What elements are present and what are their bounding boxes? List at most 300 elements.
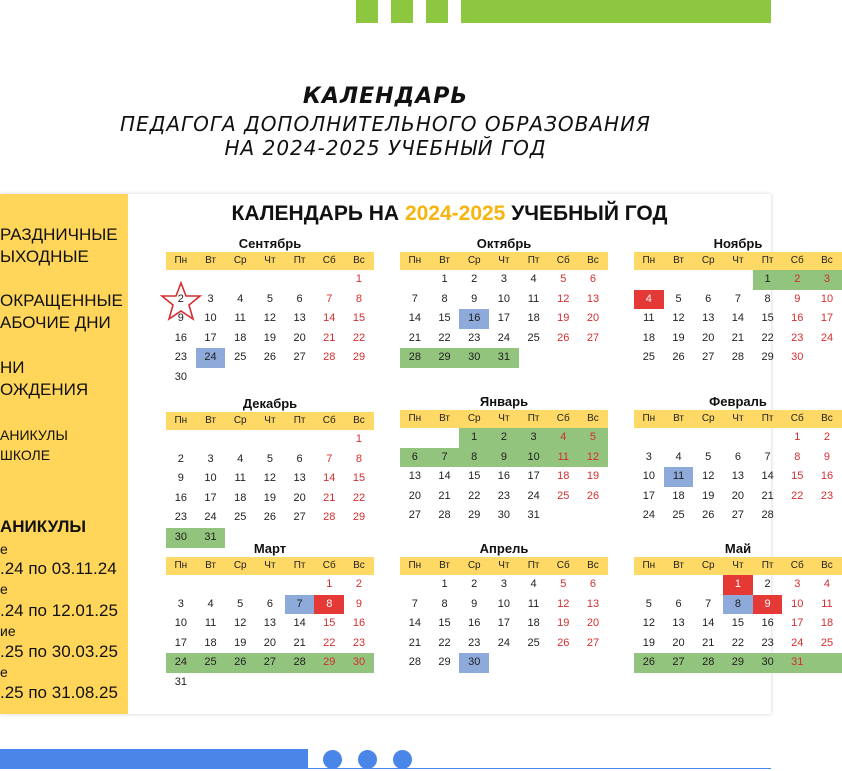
day-cell[interactable]: 20 (672, 636, 685, 649)
day-cell[interactable]: 31 (489, 348, 519, 368)
day-cell[interactable]: 6 (400, 448, 430, 468)
day-cell[interactable]: 26 (586, 489, 600, 502)
day-cell[interactable]: 15 (352, 312, 366, 325)
day-cell[interactable]: 14 (323, 312, 336, 325)
day-cell[interactable]: 3 (177, 597, 184, 610)
day-cell[interactable]: 22 (352, 331, 366, 344)
day-cell[interactable]: 6 (734, 450, 741, 463)
day-cell[interactable]: 11 (548, 448, 578, 468)
day-cell[interactable]: 8 (764, 292, 771, 305)
day-cell[interactable]: 19 (557, 617, 570, 630)
day-cell[interactable]: 6 (266, 597, 273, 610)
day-cell[interactable]: 2 (355, 578, 363, 590)
day-cell[interactable]: 23 (791, 331, 804, 344)
day-cell[interactable]: 14 (731, 312, 745, 325)
day-cell[interactable]: 9 (471, 597, 478, 610)
day-cell[interactable]: 25 (196, 653, 226, 673)
day-cell[interactable]: 30 (753, 653, 783, 673)
day-cell[interactable]: 17 (642, 489, 655, 502)
day-cell[interactable]: 26 (557, 636, 570, 649)
weekday-label: Вт (673, 413, 684, 424)
day-cell[interactable]: 24 (527, 489, 540, 502)
day-cell[interactable]: 7 (734, 292, 741, 305)
day-cell[interactable]: 17 (204, 331, 217, 344)
day-cell[interactable]: 10 (642, 470, 655, 483)
day-cell[interactable]: 12 (672, 312, 685, 325)
day-cell[interactable]: 7 (430, 448, 460, 468)
day-cell[interactable]: 17 (174, 636, 187, 649)
day-cell[interactable]: 1 (355, 273, 363, 285)
day-cell[interactable]: 5 (237, 597, 244, 610)
day-cell[interactable]: 10 (204, 312, 217, 325)
day-cell[interactable]: 17 (527, 470, 540, 483)
day-cell[interactable]: 5 (675, 292, 682, 305)
day-cell[interactable]: 5 (560, 273, 567, 285)
footer-decor-dot-1 (323, 750, 342, 769)
day-cell[interactable]: 13 (293, 312, 306, 325)
day-cell[interactable]: 2 (166, 290, 196, 310)
day-cell[interactable]: 15 (438, 312, 451, 325)
day-cell[interactable]: 7 (326, 452, 333, 465)
day-cell[interactable]: 27 (293, 511, 306, 524)
day-cell[interactable]: 2 (471, 578, 478, 590)
day-cell[interactable]: 15 (731, 617, 745, 630)
day-cell[interactable]: 19 (672, 331, 685, 344)
day-cell[interactable]: 11 (234, 312, 246, 325)
day-cell[interactable]: 18 (820, 617, 834, 630)
day-cell[interactable]: 30 (174, 370, 187, 383)
day-cell[interactable]: 13 (702, 312, 715, 325)
day-cell[interactable]: 21 (408, 331, 421, 344)
day-cell[interactable]: 4 (823, 578, 831, 590)
day-cell[interactable]: 4 (530, 578, 537, 590)
day-cell[interactable]: 30 (459, 348, 489, 368)
day-cell[interactable]: 24 (497, 636, 511, 649)
day-cell[interactable]: 28 (285, 653, 315, 673)
weekday-label: Сб (790, 255, 804, 266)
day-cell[interactable]: 23 (174, 351, 187, 364)
weekday-label: Вс (587, 560, 599, 571)
day-cell[interactable]: 18 (234, 331, 247, 344)
day-cell[interactable]: 1 (441, 273, 448, 285)
day-cell[interactable]: 3 (207, 292, 214, 305)
day-cell[interactable]: 23 (468, 636, 481, 649)
day-cell[interactable]: 4 (530, 273, 537, 285)
day-cell[interactable]: 16 (468, 617, 481, 630)
day-cell[interactable]: 5 (560, 578, 567, 590)
day-cell[interactable]: 1 (355, 433, 363, 445)
legend-text: РАЗДНИЧНЫЕ (0, 225, 118, 244)
day-cell[interactable]: 8 (441, 597, 448, 610)
day-cell[interactable]: 4 (634, 290, 664, 310)
day-cell[interactable]: 17 (497, 312, 511, 325)
day-cell[interactable]: 14 (408, 617, 421, 630)
day-cell[interactable]: 19 (234, 636, 247, 649)
day-cell[interactable]: 1 (459, 428, 489, 448)
day-cell[interactable]: 6 (675, 597, 682, 610)
day-cell[interactable]: 29 (352, 351, 366, 364)
day-cell[interactable]: 5 (645, 597, 652, 610)
day-cell[interactable]: 14 (323, 472, 336, 485)
day-cell[interactable]: 10 (519, 448, 549, 468)
day-cell[interactable]: 14 (293, 617, 306, 630)
day-cell[interactable]: 8 (441, 292, 448, 305)
week-row (634, 270, 842, 290)
day-cell[interactable]: 21 (438, 489, 451, 502)
day-cell[interactable]: 21 (408, 636, 421, 649)
day-cell[interactable]: 13 (586, 597, 600, 610)
day-cell[interactable]: 8 (314, 595, 344, 615)
day-cell[interactable]: 16 (352, 617, 366, 630)
day-cell[interactable]: 16 (820, 470, 834, 483)
day-cell[interactable]: 26 (263, 351, 277, 364)
week-row (166, 614, 374, 634)
day-cell[interactable]: 30 (459, 653, 489, 673)
day-cell[interactable]: 26 (634, 653, 664, 673)
day-cell[interactable]: 23 (497, 489, 511, 502)
day-cell[interactable]: 12 (702, 470, 715, 483)
header-decor-bar (461, 0, 771, 23)
day-cell[interactable]: 3 (645, 450, 652, 463)
day-cell[interactable]: 29 (723, 653, 753, 673)
legend-text: НИ (0, 358, 25, 377)
day-cell[interactable]: 26 (702, 509, 715, 522)
day-cell[interactable]: 31 (527, 509, 540, 522)
day-cell[interactable]: 28 (400, 348, 430, 368)
day-cell[interactable]: 14 (438, 470, 451, 483)
day-cell[interactable]: 1 (753, 270, 783, 290)
day-cell[interactable]: 29 (314, 653, 344, 673)
empty-cell (285, 270, 315, 290)
day-cell[interactable]: 27 (293, 351, 306, 364)
day-cell[interactable]: 24 (820, 331, 834, 344)
day-cell[interactable]: 6 (705, 292, 712, 305)
day-cell[interactable]: 13 (586, 292, 600, 305)
day-cell[interactable]: 8 (459, 448, 489, 468)
weekday-label: Вс (587, 413, 599, 424)
day-cell[interactable]: 14 (761, 470, 774, 483)
day-cell[interactable]: 23 (468, 331, 481, 344)
day-cell[interactable]: 15 (438, 617, 451, 630)
day-cell[interactable]: 17 (791, 617, 804, 630)
day-cell[interactable]: 3 (519, 428, 549, 448)
day-cell[interactable]: 30 (344, 653, 374, 673)
day-cell[interactable]: 15 (323, 617, 336, 630)
day-cell[interactable]: 6 (296, 452, 303, 465)
day-cell[interactable]: 25 (820, 636, 834, 649)
day-cell[interactable]: 18 (204, 636, 217, 649)
day-cell[interactable]: 9 (794, 292, 801, 305)
day-cell[interactable]: 6 (589, 273, 597, 285)
day-cell[interactable]: 4 (237, 292, 244, 305)
day-cell[interactable]: 1 (326, 578, 333, 590)
day-cell[interactable]: 5 (266, 452, 273, 465)
day-cell[interactable]: 28 (323, 511, 336, 524)
day-cell[interactable]: 27 (408, 509, 421, 522)
day-cell[interactable]: 15 (761, 312, 774, 325)
day-cell[interactable]: 5 (266, 292, 273, 305)
vacation-period-1-dates: .24 по 03.11.24 (0, 559, 117, 578)
day-cell[interactable]: 10 (820, 292, 834, 305)
day-cell[interactable]: 4 (207, 597, 214, 610)
week-row (166, 634, 374, 654)
day-cell[interactable]: 16 (761, 617, 774, 630)
day-cell[interactable]: 20 (702, 331, 715, 344)
day-cell[interactable]: 16 (459, 309, 489, 329)
day-cell[interactable]: 2 (782, 270, 812, 290)
day-cell[interactable]: 9 (753, 595, 783, 615)
day-cell[interactable]: 31 (782, 653, 812, 673)
day-cell[interactable]: 28 (323, 351, 336, 364)
day-cell[interactable]: 28 (693, 653, 723, 673)
day-cell[interactable]: 7 (411, 292, 418, 305)
day-cell[interactable]: 12 (263, 472, 277, 485)
day-cell[interactable]: 12 (234, 617, 247, 630)
weekday-label: Чт (732, 560, 744, 571)
day-cell[interactable]: 16 (174, 331, 187, 344)
day-cell[interactable]: 10 (497, 292, 511, 305)
day-cell[interactable]: 18 (527, 312, 540, 325)
day-cell[interactable]: 29 (468, 509, 481, 522)
day-cell[interactable]: 2 (764, 578, 771, 590)
day-cell[interactable]: 7 (411, 597, 418, 610)
day-cell[interactable]: 10 (204, 472, 217, 485)
day-cell[interactable]: 9 (823, 450, 831, 463)
day-cell[interactable]: 22 (731, 636, 745, 649)
day-cell[interactable]: 13 (293, 472, 306, 485)
day-cell[interactable]: 11 (821, 597, 833, 610)
day-cell[interactable]: 3 (207, 452, 214, 465)
weekday-label: Сб (556, 560, 570, 571)
day-cell[interactable]: 27 (255, 653, 285, 673)
day-cell[interactable]: 20 (586, 312, 600, 325)
day-cell[interactable]: 22 (352, 491, 366, 504)
empty-cell (400, 575, 430, 595)
day-cell[interactable]: 27 (731, 509, 745, 522)
day-cell[interactable]: 14 (408, 312, 421, 325)
day-cell[interactable]: 11 (664, 467, 694, 487)
day-cell[interactable]: 20 (293, 491, 306, 504)
day-cell[interactable]: 9 (177, 312, 184, 325)
day-cell[interactable]: 15 (468, 470, 481, 483)
day-cell[interactable]: 10 (791, 597, 804, 610)
day-cell[interactable]: 25 (234, 511, 247, 524)
day-cell[interactable]: 12 (557, 292, 570, 305)
day-cell[interactable]: 26 (225, 653, 255, 673)
day-cell[interactable]: 5 (578, 428, 608, 448)
week-row (634, 428, 842, 448)
day-cell[interactable]: 19 (586, 470, 600, 483)
day-cell[interactable]: 4 (237, 452, 244, 465)
day-cell[interactable]: 20 (293, 331, 306, 344)
day-cell[interactable]: 20 (586, 617, 600, 630)
day-cell[interactable]: 29 (352, 511, 366, 524)
day-cell[interactable]: 16 (497, 470, 511, 483)
day-cell[interactable]: 18 (557, 470, 570, 483)
day-cell[interactable]: 28 (438, 509, 451, 522)
day-cell[interactable]: 16 (791, 312, 804, 325)
day-cell[interactable]: 21 (293, 636, 306, 649)
day-cell[interactable]: 31 (196, 528, 226, 548)
day-cell[interactable]: 16 (174, 491, 187, 504)
day-cell[interactable]: 24 (166, 653, 196, 673)
day-cell[interactable]: 13 (408, 470, 421, 483)
day-cell[interactable]: 6 (589, 578, 597, 590)
day-cell[interactable]: 11 (527, 292, 540, 305)
day-cell[interactable]: 25 (527, 636, 540, 649)
day-cell[interactable]: 7 (705, 597, 712, 610)
day-cell[interactable]: 1 (723, 575, 753, 595)
day-cell[interactable]: 30 (791, 351, 804, 364)
day-cell[interactable]: 13 (263, 617, 277, 630)
day-cell[interactable]: 27 (702, 351, 715, 364)
day-cell[interactable]: 10 (497, 597, 511, 610)
day-cell[interactable]: 25 (672, 509, 685, 522)
day-cell[interactable]: 4 (675, 450, 682, 463)
day-cell[interactable]: 30 (497, 509, 511, 522)
day-cell[interactable]: 21 (761, 489, 774, 502)
day-cell[interactable]: 19 (557, 312, 570, 325)
day-cell[interactable]: 22 (323, 636, 336, 649)
day-cell[interactable]: 7 (326, 292, 333, 305)
empty-cell (664, 428, 694, 448)
day-cell[interactable]: 25 (642, 351, 655, 364)
day-cell[interactable]: 24 (791, 636, 804, 649)
day-cell[interactable]: 19 (263, 331, 277, 344)
day-cell[interactable]: 18 (234, 491, 247, 504)
day-cell[interactable]: 28 (731, 351, 745, 364)
weekday-label: Чт (498, 413, 510, 424)
day-cell[interactable]: 19 (642, 636, 655, 649)
day-cell[interactable]: 3 (500, 578, 507, 590)
day-cell[interactable]: 8 (355, 292, 363, 305)
day-cell[interactable]: 6 (296, 292, 303, 305)
day-cell[interactable]: 27 (586, 331, 600, 344)
day-cell[interactable]: 9 (489, 448, 519, 468)
day-cell[interactable]: 17 (497, 617, 511, 630)
day-cell[interactable]: 5 (705, 450, 712, 463)
day-cell[interactable]: 15 (352, 472, 366, 485)
day-cell[interactable]: 25 (557, 489, 570, 502)
day-cell[interactable]: 2 (471, 273, 478, 285)
weekday-label: Вс (353, 560, 365, 571)
day-cell[interactable]: 29 (761, 351, 774, 364)
day-cell[interactable]: 18 (527, 617, 540, 630)
day-cell[interactable]: 25 (527, 331, 540, 344)
day-cell[interactable]: 15 (791, 470, 804, 483)
day-cell[interactable]: 24 (204, 511, 217, 524)
week-row (634, 467, 842, 487)
day-cell[interactable]: 20 (263, 636, 277, 649)
day-cell[interactable]: 24 (497, 331, 511, 344)
day-cell[interactable]: 10 (174, 617, 187, 630)
day-cell[interactable]: 29 (430, 348, 460, 368)
day-cell[interactable]: 13 (731, 470, 745, 483)
day-cell[interactable]: 22 (438, 636, 451, 649)
day-cell[interactable]: 2 (489, 428, 519, 448)
day-cell[interactable]: 3 (812, 270, 842, 290)
day-cell[interactable]: 1 (441, 578, 448, 590)
day-cell[interactable]: 27 (664, 653, 694, 673)
day-cell[interactable]: 7 (764, 450, 771, 463)
day-cell[interactable]: 22 (761, 331, 774, 344)
day-cell[interactable]: 21 (323, 331, 336, 344)
vacation-period-3-label: ие (0, 623, 16, 639)
day-cell[interactable]: 3 (794, 578, 801, 590)
day-cell[interactable]: 9 (177, 472, 184, 485)
day-cell[interactable]: 11 (234, 472, 246, 485)
empty-cell (400, 428, 430, 448)
day-cell[interactable]: 21 (731, 331, 745, 344)
day-cell[interactable]: 24 (196, 348, 226, 368)
weekday-label: Ср (467, 560, 481, 571)
day-cell[interactable]: 17 (820, 312, 834, 325)
day-cell[interactable]: 22 (791, 489, 804, 502)
day-cell[interactable]: 28 (408, 656, 421, 669)
day-cell[interactable]: 12 (263, 312, 277, 325)
day-cell[interactable]: 18 (672, 489, 685, 502)
day-cell[interactable]: 22 (438, 331, 451, 344)
day-cell[interactable]: 11 (527, 597, 540, 610)
day-cell[interactable]: 25 (234, 351, 247, 364)
day-cell[interactable]: 3 (500, 273, 507, 285)
day-cell[interactable]: 26 (263, 511, 277, 524)
day-cell[interactable]: 4 (548, 428, 578, 448)
day-cell[interactable]: 31 (174, 675, 187, 688)
day-cell[interactable]: 11 (204, 617, 217, 630)
day-cell[interactable]: 23 (820, 489, 834, 502)
day-cell[interactable]: 19 (702, 489, 715, 502)
day-cell[interactable]: 12 (557, 597, 570, 610)
empty-cell (489, 653, 519, 673)
day-cell[interactable]: 20 (408, 489, 421, 502)
week-row (634, 487, 842, 507)
day-cell[interactable]: 23 (352, 636, 366, 649)
day-cell[interactable]: 24 (642, 509, 655, 522)
day-cell[interactable]: 12 (578, 448, 608, 468)
day-cell[interactable]: 12 (642, 617, 655, 630)
day-cell[interactable]: 21 (702, 636, 715, 649)
day-cell[interactable]: 29 (438, 656, 451, 669)
day-cell[interactable]: 28 (761, 509, 774, 522)
day-cell[interactable]: 30 (166, 528, 196, 548)
day-cell[interactable]: 20 (731, 489, 745, 502)
day-cell[interactable]: 2 (823, 431, 831, 443)
day-cell[interactable]: 23 (174, 511, 187, 524)
empty-cell (693, 575, 723, 595)
day-cell[interactable]: 17 (204, 491, 217, 504)
day-cell[interactable]: 2 (177, 452, 184, 465)
day-cell[interactable]: 9 (355, 597, 363, 610)
day-cell[interactable]: 8 (355, 452, 363, 465)
day-cell[interactable]: 19 (263, 491, 277, 504)
day-cell[interactable]: 21 (323, 491, 336, 504)
day-cell[interactable]: 11 (643, 312, 655, 325)
day-cell[interactable]: 14 (702, 617, 715, 630)
day-cell[interactable]: 26 (672, 351, 685, 364)
day-cell[interactable]: 7 (285, 595, 315, 615)
day-cell[interactable]: 1 (794, 431, 801, 443)
day-cell[interactable]: 13 (672, 617, 685, 630)
day-cell[interactable]: 26 (557, 331, 570, 344)
day-cell[interactable]: 8 (723, 595, 753, 615)
day-cell[interactable]: 8 (794, 450, 801, 463)
day-cell[interactable]: 22 (468, 489, 481, 502)
day-cell[interactable]: 23 (761, 636, 774, 649)
day-cell[interactable]: 18 (642, 331, 655, 344)
day-cell[interactable]: 27 (586, 636, 600, 649)
day-cell[interactable]: 9 (471, 292, 478, 305)
